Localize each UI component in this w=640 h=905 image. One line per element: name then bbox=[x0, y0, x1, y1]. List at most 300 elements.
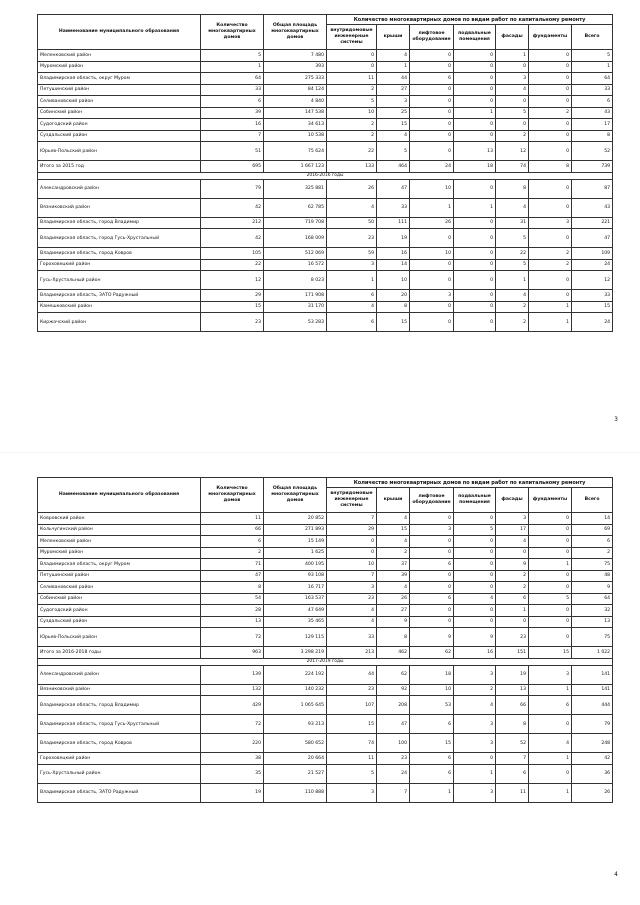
value-cell: 66 bbox=[496, 696, 529, 715]
value-cell: 695 bbox=[201, 161, 264, 173]
value-cell: 7 bbox=[496, 753, 529, 765]
value-cell: 5 bbox=[572, 50, 613, 62]
value-cell: 33 bbox=[327, 628, 377, 647]
table-row bbox=[38, 559, 613, 571]
section-row bbox=[38, 658, 613, 665]
value-cell: 963 bbox=[201, 647, 264, 659]
table-row bbox=[38, 647, 613, 659]
value-cell: 4 bbox=[377, 130, 410, 142]
value-cell: 3 bbox=[377, 96, 410, 108]
region-name-cell: Камешковский район bbox=[38, 301, 201, 313]
value-cell: 3 298 219 bbox=[264, 647, 327, 659]
value-cell: 0 bbox=[454, 229, 496, 248]
value-cell: 168 009 bbox=[264, 229, 327, 248]
region-name-cell: Меленковский район bbox=[38, 50, 201, 62]
value-cell: 0 bbox=[410, 142, 454, 161]
value-cell: 1 bbox=[410, 198, 454, 217]
value-cell: 107 bbox=[327, 696, 377, 715]
value-cell: 7 480 bbox=[264, 50, 327, 62]
value-cell: 17 bbox=[496, 524, 529, 536]
value-cell: 10 bbox=[377, 271, 410, 290]
region-name-cell: Меленковский район bbox=[38, 536, 201, 548]
value-cell: 23 bbox=[327, 229, 377, 248]
value-cell: 36 bbox=[572, 764, 613, 783]
value-cell: 74 bbox=[327, 734, 377, 753]
header-count: Количество многоквартирных домов bbox=[201, 478, 264, 513]
value-cell: 0 bbox=[327, 61, 377, 73]
value-cell: 47 bbox=[377, 179, 410, 198]
value-cell: 3 bbox=[496, 73, 529, 85]
value-cell: 5 bbox=[201, 50, 264, 62]
header-area: Общая площадь многоквартирных домов bbox=[264, 478, 327, 513]
value-cell: 42 bbox=[201, 229, 264, 248]
value-cell: 3 bbox=[454, 715, 496, 734]
table-row bbox=[38, 628, 613, 647]
value-cell: 51 bbox=[201, 142, 264, 161]
region-name-cell: Владимирская область, округ Муром bbox=[38, 559, 201, 571]
table-row bbox=[38, 764, 613, 783]
value-cell: 132 bbox=[201, 684, 264, 696]
value-cell: 0 bbox=[529, 513, 572, 525]
value-cell: 16 bbox=[201, 119, 264, 131]
value-cell: 0 bbox=[327, 536, 377, 548]
value-cell: 28 bbox=[201, 605, 264, 617]
region-name-cell: Собинский район bbox=[38, 593, 201, 605]
value-cell: 739 bbox=[572, 161, 613, 173]
page-number: 3 bbox=[614, 416, 618, 423]
value-cell: 0 bbox=[454, 547, 496, 559]
region-name-cell: Вязниковский район bbox=[38, 684, 201, 696]
value-cell: 1 022 bbox=[572, 647, 613, 659]
value-cell: 0 bbox=[529, 96, 572, 108]
value-cell: 75 bbox=[572, 559, 613, 571]
value-cell: 69 bbox=[572, 524, 613, 536]
value-cell: 0 bbox=[529, 73, 572, 85]
value-cell: 4 bbox=[327, 301, 377, 313]
value-cell: 62 bbox=[377, 665, 410, 684]
value-cell: 0 bbox=[529, 290, 572, 302]
value-cell: 400 195 bbox=[264, 559, 327, 571]
value-cell: 27 bbox=[377, 84, 410, 96]
region-name-cell: Вязниковский район bbox=[38, 198, 201, 217]
value-cell: 4 bbox=[496, 198, 529, 217]
value-cell: 32 bbox=[572, 605, 613, 617]
value-cell: 0 bbox=[410, 259, 454, 271]
value-cell: 20 852 bbox=[264, 513, 327, 525]
header-facades: фасады bbox=[496, 488, 529, 513]
value-cell: 5 bbox=[454, 524, 496, 536]
value-cell: 0 bbox=[454, 301, 496, 313]
value-cell: 2 bbox=[496, 313, 529, 332]
value-cell: 29 bbox=[327, 524, 377, 536]
value-cell: 0 bbox=[410, 130, 454, 142]
value-cell: 325 881 bbox=[264, 179, 327, 198]
value-cell: 9 bbox=[410, 628, 454, 647]
value-cell: 44 bbox=[327, 665, 377, 684]
value-cell: 13 bbox=[454, 142, 496, 161]
value-cell: 6 bbox=[201, 96, 264, 108]
value-cell: 1 bbox=[201, 61, 264, 73]
value-cell: 84 124 bbox=[264, 84, 327, 96]
value-cell: 0 bbox=[496, 616, 529, 628]
value-cell: 0 bbox=[454, 536, 496, 548]
value-cell: 0 bbox=[454, 73, 496, 85]
value-cell: 10 bbox=[327, 107, 377, 119]
value-cell: 0 bbox=[529, 229, 572, 248]
value-cell: 10 538 bbox=[264, 130, 327, 142]
value-cell: 34 613 bbox=[264, 119, 327, 131]
region-name-cell: Владимирская область, город Гусь-Хрустальный bbox=[38, 229, 201, 248]
value-cell: 163 537 bbox=[264, 593, 327, 605]
value-cell: 14 bbox=[572, 513, 613, 525]
region-name-cell: Кольчугинский район bbox=[38, 524, 201, 536]
value-cell: 0 bbox=[410, 107, 454, 119]
value-cell: 0 bbox=[327, 50, 377, 62]
value-cell: 7 bbox=[201, 130, 264, 142]
value-cell: 3 bbox=[529, 665, 572, 684]
value-cell: 0 bbox=[410, 84, 454, 96]
value-cell: 72 bbox=[201, 628, 264, 647]
section-row bbox=[38, 172, 613, 179]
value-cell: 512 069 bbox=[264, 248, 327, 260]
value-cell: 1 bbox=[529, 313, 572, 332]
value-cell: 6 bbox=[496, 764, 529, 783]
value-cell: 1 625 bbox=[264, 547, 327, 559]
header-name: Наименование муниципального образования bbox=[38, 15, 201, 50]
value-cell: 0 bbox=[410, 313, 454, 332]
header-foundations: фундаменты bbox=[529, 488, 572, 513]
value-cell: 8 bbox=[377, 301, 410, 313]
value-cell: 6 bbox=[327, 313, 377, 332]
value-cell: 87 bbox=[572, 179, 613, 198]
value-cell: 1 bbox=[454, 107, 496, 119]
value-cell: 18 bbox=[410, 665, 454, 684]
region-name-cell: Итого за 2016-2018 годы bbox=[38, 647, 201, 659]
value-cell: 16 bbox=[454, 647, 496, 659]
value-cell: 53 bbox=[410, 696, 454, 715]
table-row bbox=[38, 179, 613, 198]
value-cell: 2 bbox=[496, 130, 529, 142]
capital-repair-table-page-4 bbox=[37, 477, 613, 803]
table-row bbox=[38, 696, 613, 715]
value-cell: 464 bbox=[377, 161, 410, 173]
value-cell: 1 065 645 bbox=[264, 696, 327, 715]
table-row bbox=[38, 570, 613, 582]
value-cell: 72 bbox=[201, 715, 264, 734]
table-row bbox=[38, 524, 613, 536]
value-cell: 26 bbox=[377, 593, 410, 605]
value-cell: 0 bbox=[454, 313, 496, 332]
value-cell: 20 664 bbox=[264, 753, 327, 765]
region-name-cell: Селивановский район bbox=[38, 582, 201, 594]
value-cell: 0 bbox=[410, 301, 454, 313]
value-cell: 23 bbox=[377, 753, 410, 765]
value-cell: 37 bbox=[377, 559, 410, 571]
region-name-cell: Итого за 2015 год bbox=[38, 161, 201, 173]
value-cell: 4 bbox=[496, 536, 529, 548]
header-facades: фасады bbox=[496, 25, 529, 50]
value-cell: 13 bbox=[201, 616, 264, 628]
table-row bbox=[38, 248, 613, 260]
value-cell: 0 bbox=[454, 271, 496, 290]
value-cell: 15 bbox=[327, 715, 377, 734]
value-cell: 444 bbox=[572, 696, 613, 715]
value-cell: 0 bbox=[529, 536, 572, 548]
value-cell: 0 bbox=[410, 119, 454, 131]
value-cell: 0 bbox=[529, 582, 572, 594]
value-cell: 27 bbox=[377, 605, 410, 617]
value-cell: 1 bbox=[529, 684, 572, 696]
value-cell: 1 bbox=[572, 61, 613, 73]
value-cell: 0 bbox=[410, 616, 454, 628]
header-elevators: лифтовое оборудование bbox=[410, 488, 454, 513]
region-name-cell: Владимирская область, ЗАТО Радужный bbox=[38, 783, 201, 802]
value-cell: 64 bbox=[572, 593, 613, 605]
header-total: Всего bbox=[572, 25, 613, 50]
value-cell: 3 bbox=[454, 665, 496, 684]
region-name-cell: Судогодский район bbox=[38, 605, 201, 617]
value-cell: 47 bbox=[572, 229, 613, 248]
value-cell: 50 bbox=[327, 217, 377, 229]
region-name-cell: Муромский район bbox=[38, 547, 201, 559]
value-cell: 15 149 bbox=[264, 536, 327, 548]
value-cell: 0 bbox=[410, 61, 454, 73]
value-cell: 2 bbox=[327, 130, 377, 142]
value-cell: 23 bbox=[327, 593, 377, 605]
value-cell: 22 bbox=[327, 142, 377, 161]
value-cell: 0 bbox=[529, 764, 572, 783]
value-cell: 79 bbox=[572, 715, 613, 734]
value-cell: 20 bbox=[377, 290, 410, 302]
value-cell: 1 bbox=[377, 61, 410, 73]
region-name-cell: Гороховецкий район bbox=[38, 753, 201, 765]
value-cell: 2 bbox=[572, 547, 613, 559]
region-name-cell: Гусь-Хрустальный район bbox=[38, 764, 201, 783]
value-cell: 1 667 123 bbox=[264, 161, 327, 173]
value-cell: 6 bbox=[410, 764, 454, 783]
region-name-cell: Гусь-Хрустальный район bbox=[38, 271, 201, 290]
value-cell: 1 bbox=[410, 783, 454, 802]
table-row bbox=[38, 783, 613, 802]
value-cell: 53 283 bbox=[264, 313, 327, 332]
value-cell: 19 bbox=[201, 783, 264, 802]
value-cell: 0 bbox=[529, 616, 572, 628]
table-row bbox=[38, 616, 613, 628]
value-cell: 19 bbox=[496, 665, 529, 684]
value-cell: 4 bbox=[327, 616, 377, 628]
value-cell: 100 bbox=[377, 734, 410, 753]
value-cell: 393 bbox=[264, 61, 327, 73]
value-cell: 8 bbox=[377, 628, 410, 647]
value-cell: 64 bbox=[572, 73, 613, 85]
section-label: 2017-2019 годы bbox=[38, 658, 613, 665]
value-cell: 248 bbox=[572, 734, 613, 753]
value-cell: 141 bbox=[572, 684, 613, 696]
value-cell: 1 bbox=[454, 764, 496, 783]
value-cell: 12 bbox=[572, 271, 613, 290]
value-cell: 3 bbox=[454, 734, 496, 753]
value-cell: 2 bbox=[327, 119, 377, 131]
value-cell: 3 bbox=[529, 217, 572, 229]
value-cell: 3 bbox=[327, 259, 377, 271]
value-cell: 29 bbox=[201, 290, 264, 302]
value-cell: 6 bbox=[201, 536, 264, 548]
value-cell: 0 bbox=[529, 198, 572, 217]
value-cell: 42 bbox=[201, 198, 264, 217]
value-cell: 1 bbox=[496, 50, 529, 62]
header-elevators: лифтовое оборудование bbox=[410, 25, 454, 50]
value-cell: 110 888 bbox=[264, 783, 327, 802]
value-cell: 220 bbox=[201, 734, 264, 753]
value-cell: 24 bbox=[377, 764, 410, 783]
value-cell: 141 bbox=[572, 665, 613, 684]
value-cell: 1 bbox=[529, 783, 572, 802]
value-cell: 10 bbox=[410, 684, 454, 696]
value-cell: 2 bbox=[529, 248, 572, 260]
value-cell: 92 bbox=[377, 684, 410, 696]
region-name-cell: Ковровский район bbox=[38, 513, 201, 525]
value-cell: 52 bbox=[496, 734, 529, 753]
value-cell: 0 bbox=[454, 605, 496, 617]
value-cell: 5 bbox=[327, 96, 377, 108]
value-cell: 0 bbox=[529, 605, 572, 617]
value-cell: 4 bbox=[529, 734, 572, 753]
value-cell: 24 bbox=[572, 259, 613, 271]
table-row bbox=[38, 313, 613, 332]
header-basements: подвальные помещения bbox=[454, 488, 496, 513]
value-cell: 26 bbox=[327, 179, 377, 198]
value-cell: 9 bbox=[572, 582, 613, 594]
value-cell: 3 bbox=[410, 524, 454, 536]
value-cell: 16 572 bbox=[264, 259, 327, 271]
value-cell: 47 bbox=[201, 570, 264, 582]
value-cell: 462 bbox=[377, 647, 410, 659]
value-cell: 0 bbox=[454, 96, 496, 108]
value-cell: 8 bbox=[496, 715, 529, 734]
value-cell: 0 bbox=[454, 217, 496, 229]
region-name-cell: Судогодский район bbox=[38, 119, 201, 131]
region-name-cell: Петушинский район bbox=[38, 84, 201, 96]
value-cell: 33 bbox=[201, 84, 264, 96]
value-cell: 12 bbox=[496, 142, 529, 161]
value-cell: 3 bbox=[327, 783, 377, 802]
value-cell: 93 213 bbox=[264, 715, 327, 734]
value-cell: 0 bbox=[410, 50, 454, 62]
value-cell: 16 717 bbox=[264, 582, 327, 594]
value-cell: 25 bbox=[377, 107, 410, 119]
table-row bbox=[38, 84, 613, 96]
value-cell: 1 bbox=[529, 301, 572, 313]
value-cell: 140 232 bbox=[264, 684, 327, 696]
value-cell: 0 bbox=[454, 259, 496, 271]
value-cell: 1 bbox=[496, 605, 529, 617]
value-cell: 221 bbox=[572, 217, 613, 229]
value-cell: 43 bbox=[572, 198, 613, 217]
table-row bbox=[38, 130, 613, 142]
value-cell: 4 bbox=[454, 593, 496, 605]
value-cell: 0 bbox=[496, 96, 529, 108]
value-cell: 8 bbox=[496, 179, 529, 198]
value-cell: 9 bbox=[496, 559, 529, 571]
region-name-cell: Владимирская область, город Владимир bbox=[38, 696, 201, 715]
value-cell: 35 bbox=[201, 764, 264, 783]
value-cell: 4 bbox=[454, 696, 496, 715]
value-cell: 6 bbox=[496, 593, 529, 605]
value-cell: 8 bbox=[201, 582, 264, 594]
value-cell: 1 bbox=[454, 198, 496, 217]
region-name-cell: Владимирская область, округ Муром bbox=[38, 73, 201, 85]
region-name-cell: Суздальский район bbox=[38, 130, 201, 142]
region-name-cell: Александровский район bbox=[38, 665, 201, 684]
value-cell: 0 bbox=[410, 536, 454, 548]
value-cell: 11 bbox=[327, 73, 377, 85]
value-cell: 271 893 bbox=[264, 524, 327, 536]
table-row bbox=[38, 73, 613, 85]
value-cell: 23 bbox=[327, 684, 377, 696]
value-cell: 2 bbox=[496, 301, 529, 313]
value-cell: 0 bbox=[327, 547, 377, 559]
value-cell: 15 bbox=[572, 301, 613, 313]
region-name-cell: Киржачский район bbox=[38, 313, 201, 332]
value-cell: 3 bbox=[454, 783, 496, 802]
value-cell: 62 bbox=[410, 647, 454, 659]
region-name-cell: Селивановский район bbox=[38, 96, 201, 108]
value-cell: 9 bbox=[377, 616, 410, 628]
table-row bbox=[38, 734, 613, 753]
value-cell: 3 bbox=[327, 582, 377, 594]
value-cell: 47 bbox=[377, 715, 410, 734]
table-row bbox=[38, 536, 613, 548]
value-cell: 0 bbox=[529, 179, 572, 198]
value-cell: 15 bbox=[377, 313, 410, 332]
value-cell: 224 192 bbox=[264, 665, 327, 684]
value-cell: 0 bbox=[454, 582, 496, 594]
value-cell: 429 bbox=[201, 696, 264, 715]
value-cell: 15 bbox=[410, 734, 454, 753]
value-cell: 17 bbox=[572, 119, 613, 131]
value-cell: 2 bbox=[201, 547, 264, 559]
table-row bbox=[38, 229, 613, 248]
value-cell: 24 bbox=[572, 313, 613, 332]
header-basements: подвальные помещения bbox=[454, 25, 496, 50]
value-cell: 0 bbox=[529, 271, 572, 290]
value-cell: 13 bbox=[496, 684, 529, 696]
table-row bbox=[38, 259, 613, 271]
value-cell: 1 bbox=[529, 753, 572, 765]
value-cell: 0 bbox=[454, 50, 496, 62]
value-cell: 43 bbox=[572, 107, 613, 119]
header-roofs: крыши bbox=[377, 488, 410, 513]
table-row bbox=[38, 547, 613, 559]
value-cell: 15 bbox=[201, 301, 264, 313]
value-cell: 580 652 bbox=[264, 734, 327, 753]
table-row bbox=[38, 753, 613, 765]
value-cell: 0 bbox=[454, 616, 496, 628]
value-cell: 4 bbox=[496, 84, 529, 96]
value-cell: 171 908 bbox=[264, 290, 327, 302]
value-cell: 26 bbox=[572, 783, 613, 802]
header-engineering: внутридомовые инженерные системы bbox=[327, 488, 377, 513]
value-cell: 15 bbox=[377, 119, 410, 131]
table-row bbox=[38, 301, 613, 313]
value-cell: 13 bbox=[572, 616, 613, 628]
value-cell: 0 bbox=[410, 547, 454, 559]
value-cell: 59 bbox=[327, 248, 377, 260]
table-row bbox=[38, 61, 613, 73]
table-row bbox=[38, 605, 613, 617]
value-cell: 10 bbox=[410, 248, 454, 260]
value-cell: 8 bbox=[529, 161, 572, 173]
